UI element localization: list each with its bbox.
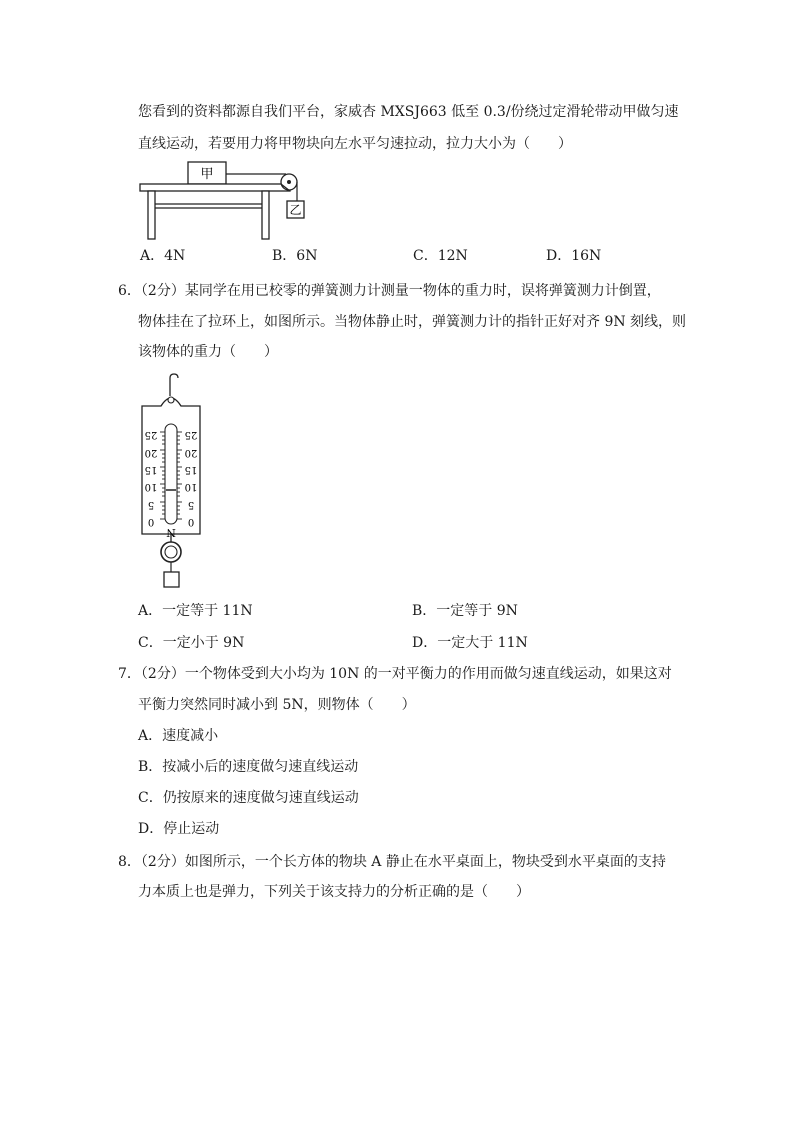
tick-label-left-0: 0 [147, 516, 155, 527]
table-top [140, 184, 290, 191]
table-leg-right [262, 191, 269, 239]
tick-label-right-0: 0 [187, 516, 195, 527]
q6-option-a: A．一定等于 11N [138, 603, 253, 619]
block-jia-label: 甲 [200, 167, 214, 182]
scale-tube [165, 424, 177, 524]
tick-label-right-20: 20 [184, 447, 198, 458]
tick-label-left-5: 5 [147, 499, 155, 510]
q8-text-line-2: 力本质上也是弹力，下列关于该支持力的分析正确的是（ ） [138, 884, 530, 900]
q7-text-line-1: 7．（2分）一个物体受到大小均为 10N 的一对平衡力的作用而做匀速直线运动，如果这对 [118, 666, 672, 682]
q6-option-b: B．一定等于 9N [412, 603, 518, 619]
q5-option-a: A．4N [140, 248, 186, 264]
q6-figure-spring-scale [138, 372, 210, 590]
tick-label-left-25: 25 [144, 429, 158, 440]
q7-option-b: B．按减小后的速度做匀速直线运动 [138, 759, 359, 775]
q7-option-a: A．速度减小 [138, 728, 219, 744]
q5-text-line-2: 直线运动，若要用力将甲物块向左水平匀速拉动，拉力大小为（ ） [138, 136, 572, 152]
q7-option-c: C．仍按原来的速度做匀速直线运动 [138, 790, 359, 806]
q8-text-line-1: 8．（2分）如图所示，一个长方体的物块 A 静止在水平桌面上，物块受到水平桌面的支持 [118, 854, 666, 870]
tick-label-right-25: 25 [184, 429, 198, 440]
top-hook [170, 374, 178, 390]
block-yi-label: 乙 [289, 203, 302, 217]
q5-figure-table-pulley [138, 160, 313, 242]
q7-option-d: D．停止运动 [138, 821, 220, 837]
unit-label: N [166, 526, 176, 539]
q6-option-d: D．一定大于 11N [412, 635, 528, 651]
q5-option-c: C．12N [413, 248, 468, 264]
q6-text-line-1: 6．（2分）某同学在用已校零的弹簧测力计测量一物体的重力时，误将弹簧测力计倒置， [118, 283, 661, 299]
q6-text-line-2: 物体挂在了拉环上，如图所示。当物体静止时，弹簧测力计的指针正好对齐 9N 刻线，则 [138, 314, 687, 330]
tick-label-left-20: 20 [144, 447, 158, 458]
tick-label-right-5: 5 [187, 499, 195, 510]
q5-option-b: B．6N [272, 248, 318, 264]
tick-label-left-10: 10 [144, 481, 158, 492]
table-leg-left [148, 191, 155, 239]
q5-option-d: D．16N [546, 248, 602, 264]
tick-label-right-10: 10 [184, 481, 198, 492]
q6-option-c: C．一定小于 9N [138, 635, 245, 651]
q6-text-line-3: 该物体的重力（ ） [138, 344, 278, 360]
tick-label-right-15: 15 [184, 464, 198, 475]
tick-label-left-15: 15 [144, 464, 158, 475]
q7-text-line-2: 平衡力突然同时减小到 5N，则物体（ ） [138, 697, 416, 713]
hanging-object [164, 572, 179, 587]
q5-text-line-1: 您看到的资料都源自我们平台，家威杏 MXSJ663 低至 0.3/份绕过定滑轮带动甲做匀速 [138, 104, 679, 120]
